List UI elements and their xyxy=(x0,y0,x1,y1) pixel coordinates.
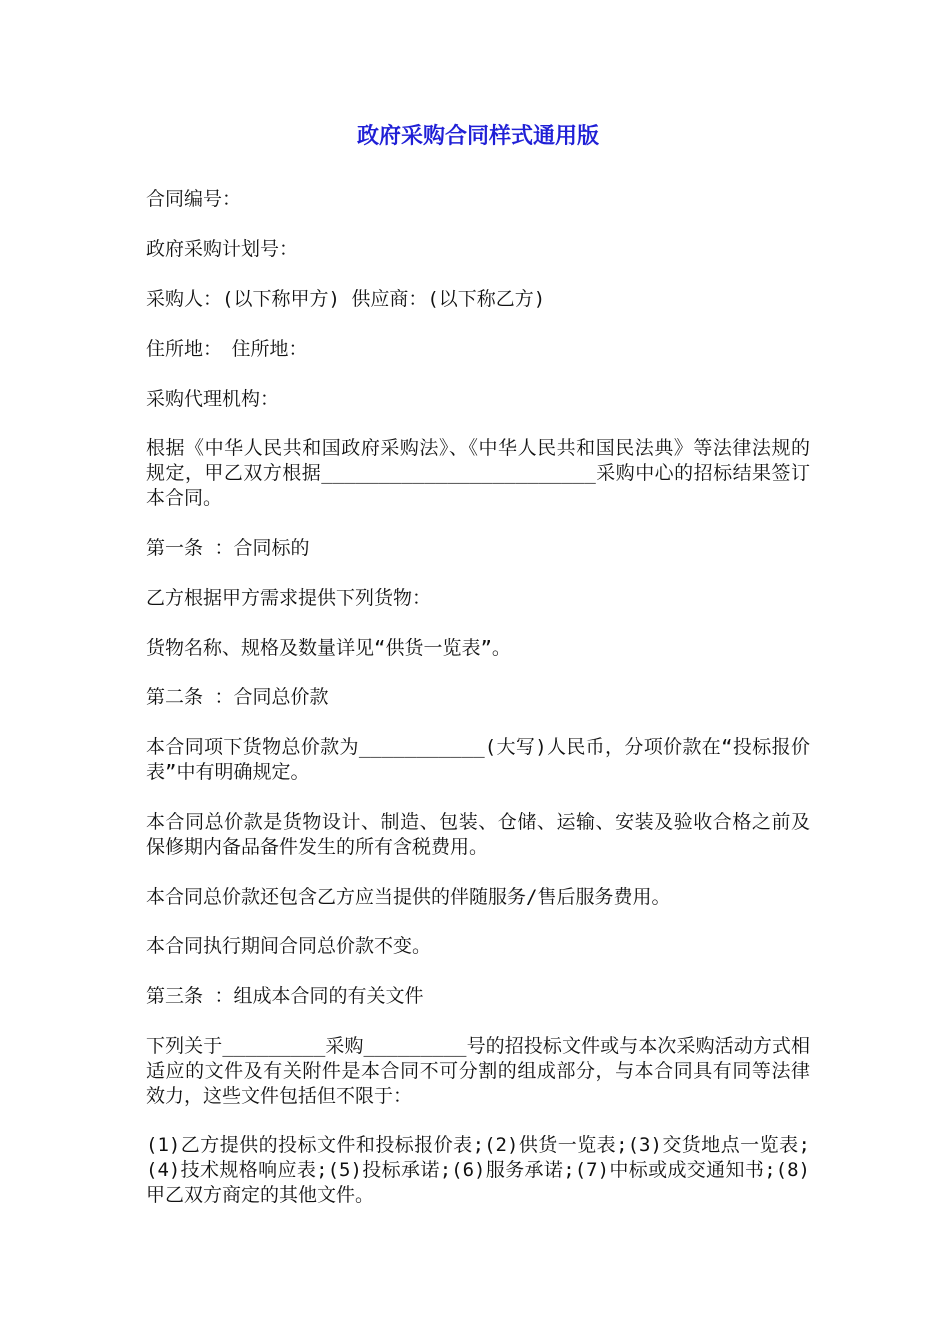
price-fixed-paragraph: 本合同执行期间合同总价款不变。 xyxy=(146,935,432,957)
article-2-heading: 第二条 ：合同总价款 xyxy=(146,686,329,708)
price-scope-paragraph: 本合同总价款是货物设计、制造、包装、仓储、运输、安装及验收合格之前及保修期内备品备件发生的所有含税费用。 xyxy=(146,811,810,858)
goods-list-paragraph: 货物名称、规格及数量详见“供货一览表”。 xyxy=(146,637,511,659)
parties-line: 采购人：(以下称甲方) 供应商：(以下称乙方) xyxy=(146,288,546,310)
agency-line: 采购代理机构： xyxy=(146,388,280,410)
documents-list-paragraph: (1)乙方提供的投标文件和投标报价表;(2)供货一览表;(3)交货地点一览表;(4)技术规格响应表;(5)投标承诺;(6)服务承诺;(7)中标或成交通知书;(8)甲乙双方商定的其他文件。 xyxy=(146,1134,810,1206)
article-3-heading: 第三条 ：组成本合同的有关文件 xyxy=(146,985,424,1007)
document-title: 政府采购合同样式通用版 xyxy=(356,124,599,149)
contract-documents-paragraph: 下列关于_________采购_________号的招投标文件或与本次采购活动方式相适应的文件及有关附件是本合同不可分割的组成部分，与本合同具有同等法律效力，这些文件包括但不限于： xyxy=(146,1035,810,1107)
procurement-plan-number-line: 政府采购计划号： xyxy=(146,238,299,260)
article-1-heading: 第一条 ：合同标的 xyxy=(146,537,310,559)
total-price-paragraph: 本合同项下货物总价款为___________(大写)人民币，分项价款在“投标报价表”中有明确规定。 xyxy=(146,736,810,783)
article-1-paragraph: 乙方根据甲方需求提供下列货物： xyxy=(146,587,432,609)
service-fee-paragraph: 本合同总价款还包含乙方应当提供的伴随服务/售后服务费用。 xyxy=(146,886,671,908)
address-line: 住所地： 住所地： xyxy=(146,338,308,360)
contract-number-line: 合同编号： xyxy=(146,188,242,210)
legal-basis-paragraph: 根据《中华人民共和国政府采购法》、《中华人民共和国民法典》等法律法规的规定，甲乙双方根据________________________采购中心的招标结果签订本合同。 xyxy=(146,437,810,509)
